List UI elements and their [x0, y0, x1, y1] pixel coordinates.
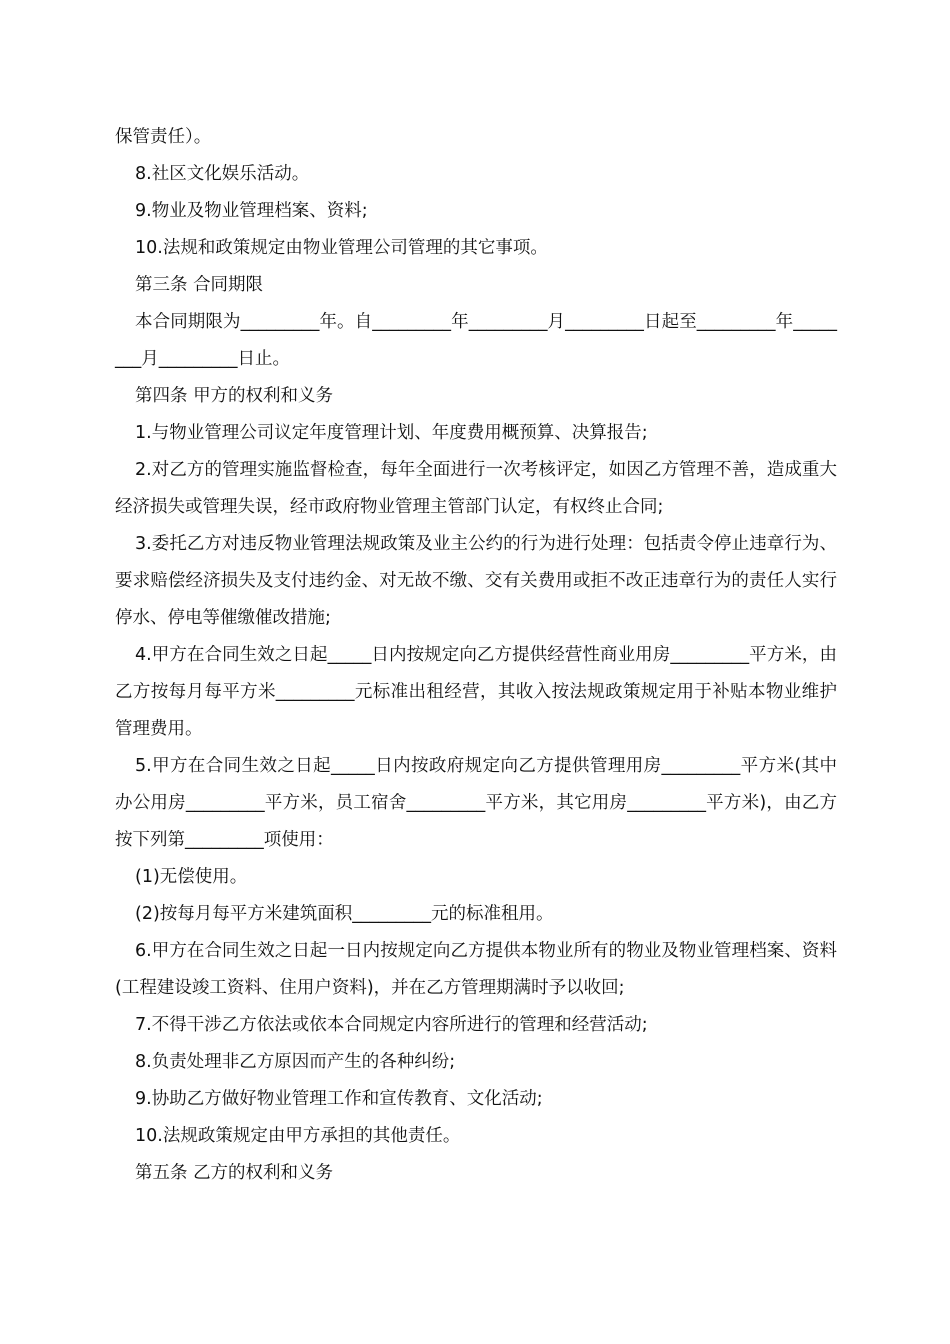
- paragraph-item-9: 9.物业及物业管理档案、资料;: [135, 201, 368, 221]
- party-a-item-5-option-1: (1)无偿使用。: [135, 867, 248, 887]
- paragraph-item-8: 8.社区文化娱乐活动。: [135, 164, 310, 184]
- party-a-item-1: 1.与物业管理公司议定年度管理计划、年度费用概预算、决算报告;: [135, 423, 648, 443]
- paragraph-continuation: 保管责任）。: [115, 127, 212, 147]
- party-a-item-6: 6.甲方在合同生效之日起一日内按规定向乙方提供本物业所有的物业及物业管理档案、资料(工程建设竣工资料、住用户资料)，并在乙方管理期满时予以收回;: [115, 941, 837, 998]
- party-a-item-8: 8.负责处理非乙方原因而产生的各种纠纷;: [135, 1052, 456, 1072]
- document-body: [115, 119, 837, 1192]
- party-a-item-2: 2.对乙方的管理实施监督检查，每年全面进行一次考核评定，如因乙方管理不善，造成重大经济损失或管理失误，经市政府物业管理主管部门认定，有权终止合同;: [115, 460, 837, 517]
- party-a-item-5: 5.甲方在合同生效之日起_____日内按政府规定向乙方提供管理用房_________平方米(其中办公用房_________平方米，员工宿舍_________平方米，其它用房_________平方米)，由乙方按下列第_________项使用：: [115, 756, 837, 850]
- party-a-item-7: 7.不得干涉乙方依法或依本合同规定内容所进行的管理和经营活动;: [135, 1015, 648, 1035]
- article-3-heading: 第三条 合同期限: [135, 275, 264, 295]
- contract-term-paragraph: 本合同期限为_________年。自_________年_________月_________日起至_________年________月_________日止。: [115, 312, 837, 369]
- party-a-item-3: 3.委托乙方对违反物业管理法规政策及业主公约的行为进行处理：包括责令停止违章行为、要求赔偿经济损失及支付违约金、对无故不缴、交有关费用或拒不改正违章行为的责任人实行停水、停电等催缴催改措施;: [115, 534, 837, 628]
- party-a-item-9: 9.协助乙方做好物业管理工作和宣传教育、文化活动;: [135, 1089, 543, 1109]
- article-5-heading: 第五条 乙方的权利和义务: [135, 1163, 334, 1183]
- paragraph-item-10: 10.法规和政策规定由物业管理公司管理的其它事项。: [135, 238, 548, 258]
- party-a-item-5-option-2: (2)按每月每平方米建筑面积_________元的标准租用。: [135, 904, 554, 924]
- party-a-item-10: 10.法规政策规定由甲方承担的其他责任。: [135, 1126, 461, 1146]
- article-4-heading: 第四条 甲方的权利和义务: [135, 386, 334, 406]
- party-a-item-4: 4.甲方在合同生效之日起_____日内按规定向乙方提供经营性商业用房_________平方米，由乙方按每月每平方米_________元标准出租经营，其收入按法规政策规定用于补贴本物业维护管理费用。: [115, 645, 837, 739]
